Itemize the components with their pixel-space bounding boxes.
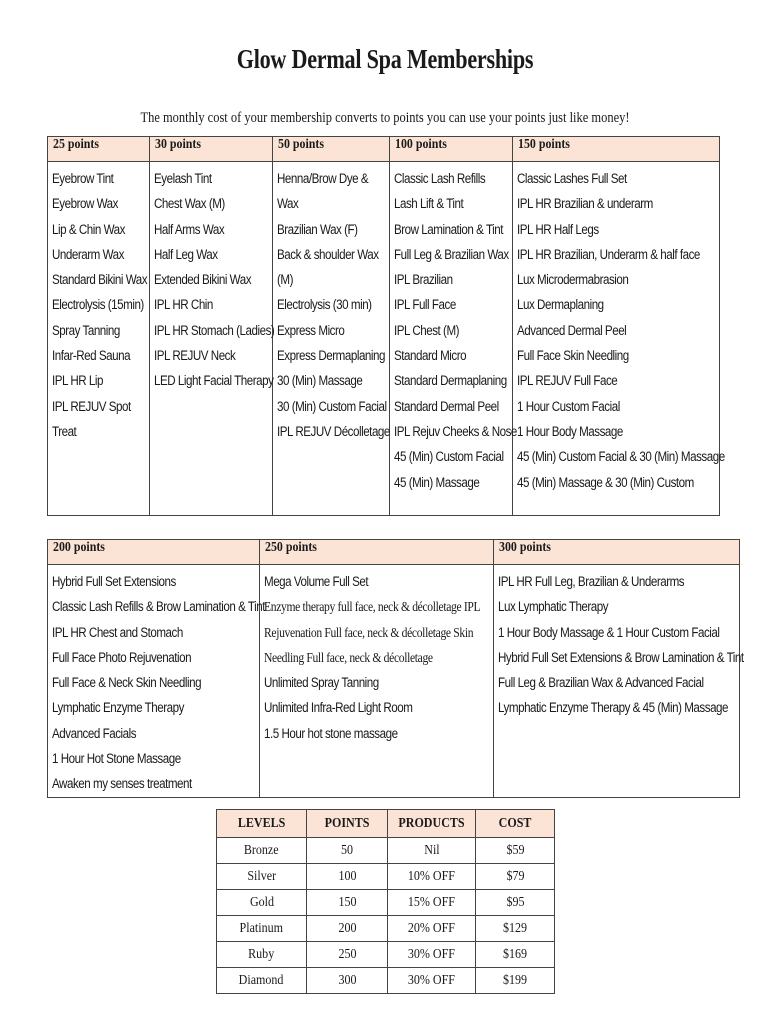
service-item: IPL HR Stomach (Ladies) [154,322,275,338]
levels-row [217,864,555,890]
service-item: Lux Dermaplaning [517,297,604,313]
tier-header: 150 points [513,137,720,162]
tier-header: 30 points [150,137,273,162]
service-item: Standard Bikini Wax [52,272,148,288]
service-item: Standard Dermal Peel [394,398,499,414]
levels-cell: $59 [476,838,555,864]
levels-cell: $95 [476,890,555,916]
service-list [260,594,493,670]
levels-cell: $169 [476,942,555,968]
service-item: IPL Rejuv Cheeks & Nose [394,423,517,439]
levels-cell: Nil [388,838,476,864]
tier-header: 200 points [48,540,260,565]
service-item: Eyebrow Tint [52,171,114,186]
levels-header: POINTS [307,810,388,838]
levels-cell: Bronze [217,838,307,864]
service-item: Extended Bikini Wax [154,272,252,288]
service-item: Eyebrow Wax [52,196,118,212]
service-item: IPL HR Lip [52,373,103,389]
tier-cell-50 [273,162,390,516]
service-item: Mega Volume Full Set [264,574,369,589]
service-item: Treat [52,423,77,439]
service-item: IPL HR Brazilian & underarm [517,196,653,212]
service-list [260,565,493,594]
service-item: IPL HR Chest and Stomach [52,624,183,640]
levels-header: LEVELS [217,810,307,838]
levels-header: COST [476,810,555,838]
service-item: Underarm Wax [52,246,124,262]
service-item: Lux Lymphatic Therapy [498,599,609,615]
service-item: Express Micro [277,322,345,338]
tier-table-1-header-row [48,137,720,162]
service-item: Standard Micro [394,348,467,364]
levels-cell: 150 [307,890,388,916]
levels-cell: $79 [476,864,555,890]
service-item: Lash Lift & Tint [394,196,464,212]
service-item: Eyelash Tint [154,171,212,186]
service-item: 45 (Min) Massage & 30 (Min) Custom [517,474,694,490]
service-item: Henna/Brow Dye & [277,171,369,186]
service-item: Needling Full face, neck & décolletage [264,649,433,665]
service-item: 45 (Min) Custom Facial [394,449,504,465]
levels-body [217,838,555,994]
tier-cell-300 [494,565,744,798]
service-item: IPL REJUV Décolletage [277,423,390,439]
service-list [494,565,744,721]
tier-header: 25 points [48,137,150,162]
levels-cell: 10% OFF [388,864,476,890]
levels-cell: 20% OFF [388,916,476,942]
service-item: IPL HR Brazilian, Underarm & half face [517,246,700,262]
levels-cell: 300 [307,968,388,994]
tier-cell-100 [390,162,517,516]
levels-cell: Diamond [217,968,307,994]
service-item: IPL Chest (M) [394,322,460,338]
levels-cell: Silver [217,864,307,890]
service-item: 30 (Min) Custom Facial [277,398,387,414]
service-item: Lux Microdermabrasion [517,272,629,288]
service-item: IPL REJUV Neck [154,348,236,364]
levels-cell: Platinum [217,916,307,942]
levels-cell: 200 [307,916,388,942]
levels-cell: 100 [307,864,388,890]
service-item: Spray Tanning [52,322,120,338]
service-item: Back & shoulder Wax [277,246,379,262]
service-item: 45 (Min) Custom Facial & 30 (Min) Massage [517,449,725,465]
service-item: 1 Hour Body Massage & 1 Hour Custom Facial [498,624,720,640]
levels-cell: $199 [476,968,555,994]
service-item: IPL REJUV Full Face [517,373,618,389]
levels-cell: 30% OFF [388,942,476,968]
service-list [390,162,517,495]
levels-row [217,890,555,916]
tier-cell-25 [48,162,150,516]
service-item: (M) [277,272,293,288]
service-item: Classic Lash Refills & Brow Lamination & Tint [52,599,265,615]
levels-cell: 250 [307,942,388,968]
service-item: 1.5 Hour hot stone massage [264,725,398,741]
service-item: IPL REJUV Spot [52,398,131,414]
service-item: Half Leg Wax [154,246,218,262]
service-item: 45 (Min) Massage [394,474,480,490]
service-item: Classic Lashes Full Set [517,171,627,186]
service-item: Electrolysis (30 min) [277,297,372,313]
service-item: Advanced Dermal Peel [517,322,627,338]
levels-header-row [217,810,555,838]
tier-cell-200 [48,565,265,798]
service-item: 1 Hour Body Massage [517,423,623,439]
service-item: Advanced Facials [52,725,137,741]
service-item: Brazilian Wax (F) [277,221,358,237]
service-item: Classic Lash Refills [394,171,486,186]
tier-table-2-header-row [48,540,740,565]
service-item: IPL HR Chin [154,297,213,313]
levels-row [217,942,555,968]
service-item: Lip & Chin Wax [52,221,125,237]
service-item: Infar-Red Sauna [52,348,131,364]
service-list [260,670,493,746]
service-item: Brow Lamination & Tint [394,221,503,237]
tier-table-1-body-row [48,162,720,516]
service-item: Half Arms Wax [154,221,225,237]
tier-header: 50 points [273,137,390,162]
service-item: Enzyme therapy full face, neck & décolletage IPL [264,599,481,615]
tier-table-2-body-row [48,565,740,798]
levels-row [217,968,555,994]
service-item: Lymphatic Enzyme Therapy & 45 (Min) Massage [498,700,729,716]
service-item: Wax [277,196,299,212]
service-list [150,162,275,394]
tier-cell-250 [260,565,494,798]
tier-header: 100 points [390,137,513,162]
tier-header: 250 points [260,540,494,565]
service-item: IPL HR Full Leg, Brazilian & Underarms [498,574,685,589]
service-list [48,565,265,797]
levels-cell: Ruby [217,942,307,968]
levels-cell: 15% OFF [388,890,476,916]
service-item: IPL HR Half Legs [517,221,599,237]
service-item: Electrolysis (15min) [52,297,144,313]
service-item: Full Leg & Brazilian Wax & Advanced Facial [498,675,704,691]
service-item: Full Face Photo Rejuvenation [52,649,192,665]
service-item: IPL Brazilian [394,272,453,288]
service-item: Unlimited Spray Tanning [264,675,379,691]
service-item: Lymphatic Enzyme Therapy [52,700,184,716]
levels-cell: $129 [476,916,555,942]
service-item: Awaken my senses treatment [52,776,192,792]
service-item: 1 Hour Hot Stone Massage [52,751,181,767]
service-item: 30 (Min) Massage [277,373,363,389]
service-item: Standard Dermaplaning [394,373,507,389]
tier-header: 300 points [494,540,740,565]
levels-header: PRODUCTS [388,810,476,838]
levels-cell: 50 [307,838,388,864]
service-item: Rejuvenation Full face, neck & décolletage Skin [264,624,474,640]
service-list [513,162,725,495]
page-title: Glow Dermal Spa Memberships [236,44,534,74]
service-item: LED Light Facial Therapy [154,373,274,389]
tier-cell-30 [150,162,273,516]
service-item: Express Dermaplaning [277,348,385,364]
service-list [48,162,149,444]
service-item: Hybrid Full Set Extensions & Brow Lamination & Tint [498,649,744,665]
tier-cell-150 [513,162,725,516]
page-subtitle: The monthly cost of your membership converts to points you can use your points just like money! [140,110,630,126]
service-item: Full Face & Neck Skin Needling [52,675,202,691]
service-item: Chest Wax (M) [154,196,225,212]
service-item: Unlimited Infra-Red Light Room [264,700,413,716]
levels-cell: 30% OFF [388,968,476,994]
service-item: Full Face Skin Needling [517,348,629,364]
service-list [273,162,389,444]
tier-table-1 [47,136,725,516]
levels-row [217,838,555,864]
service-item: Full Leg & Brazilian Wax [394,246,509,262]
tier-table-2 [47,539,744,798]
service-item: 1 Hour Custom Facial [517,398,620,414]
levels-row [217,916,555,942]
service-item: IPL Full Face [394,297,456,313]
levels-table [216,809,555,994]
service-item: Hybrid Full Set Extensions [52,574,176,589]
levels-cell: Gold [217,890,307,916]
